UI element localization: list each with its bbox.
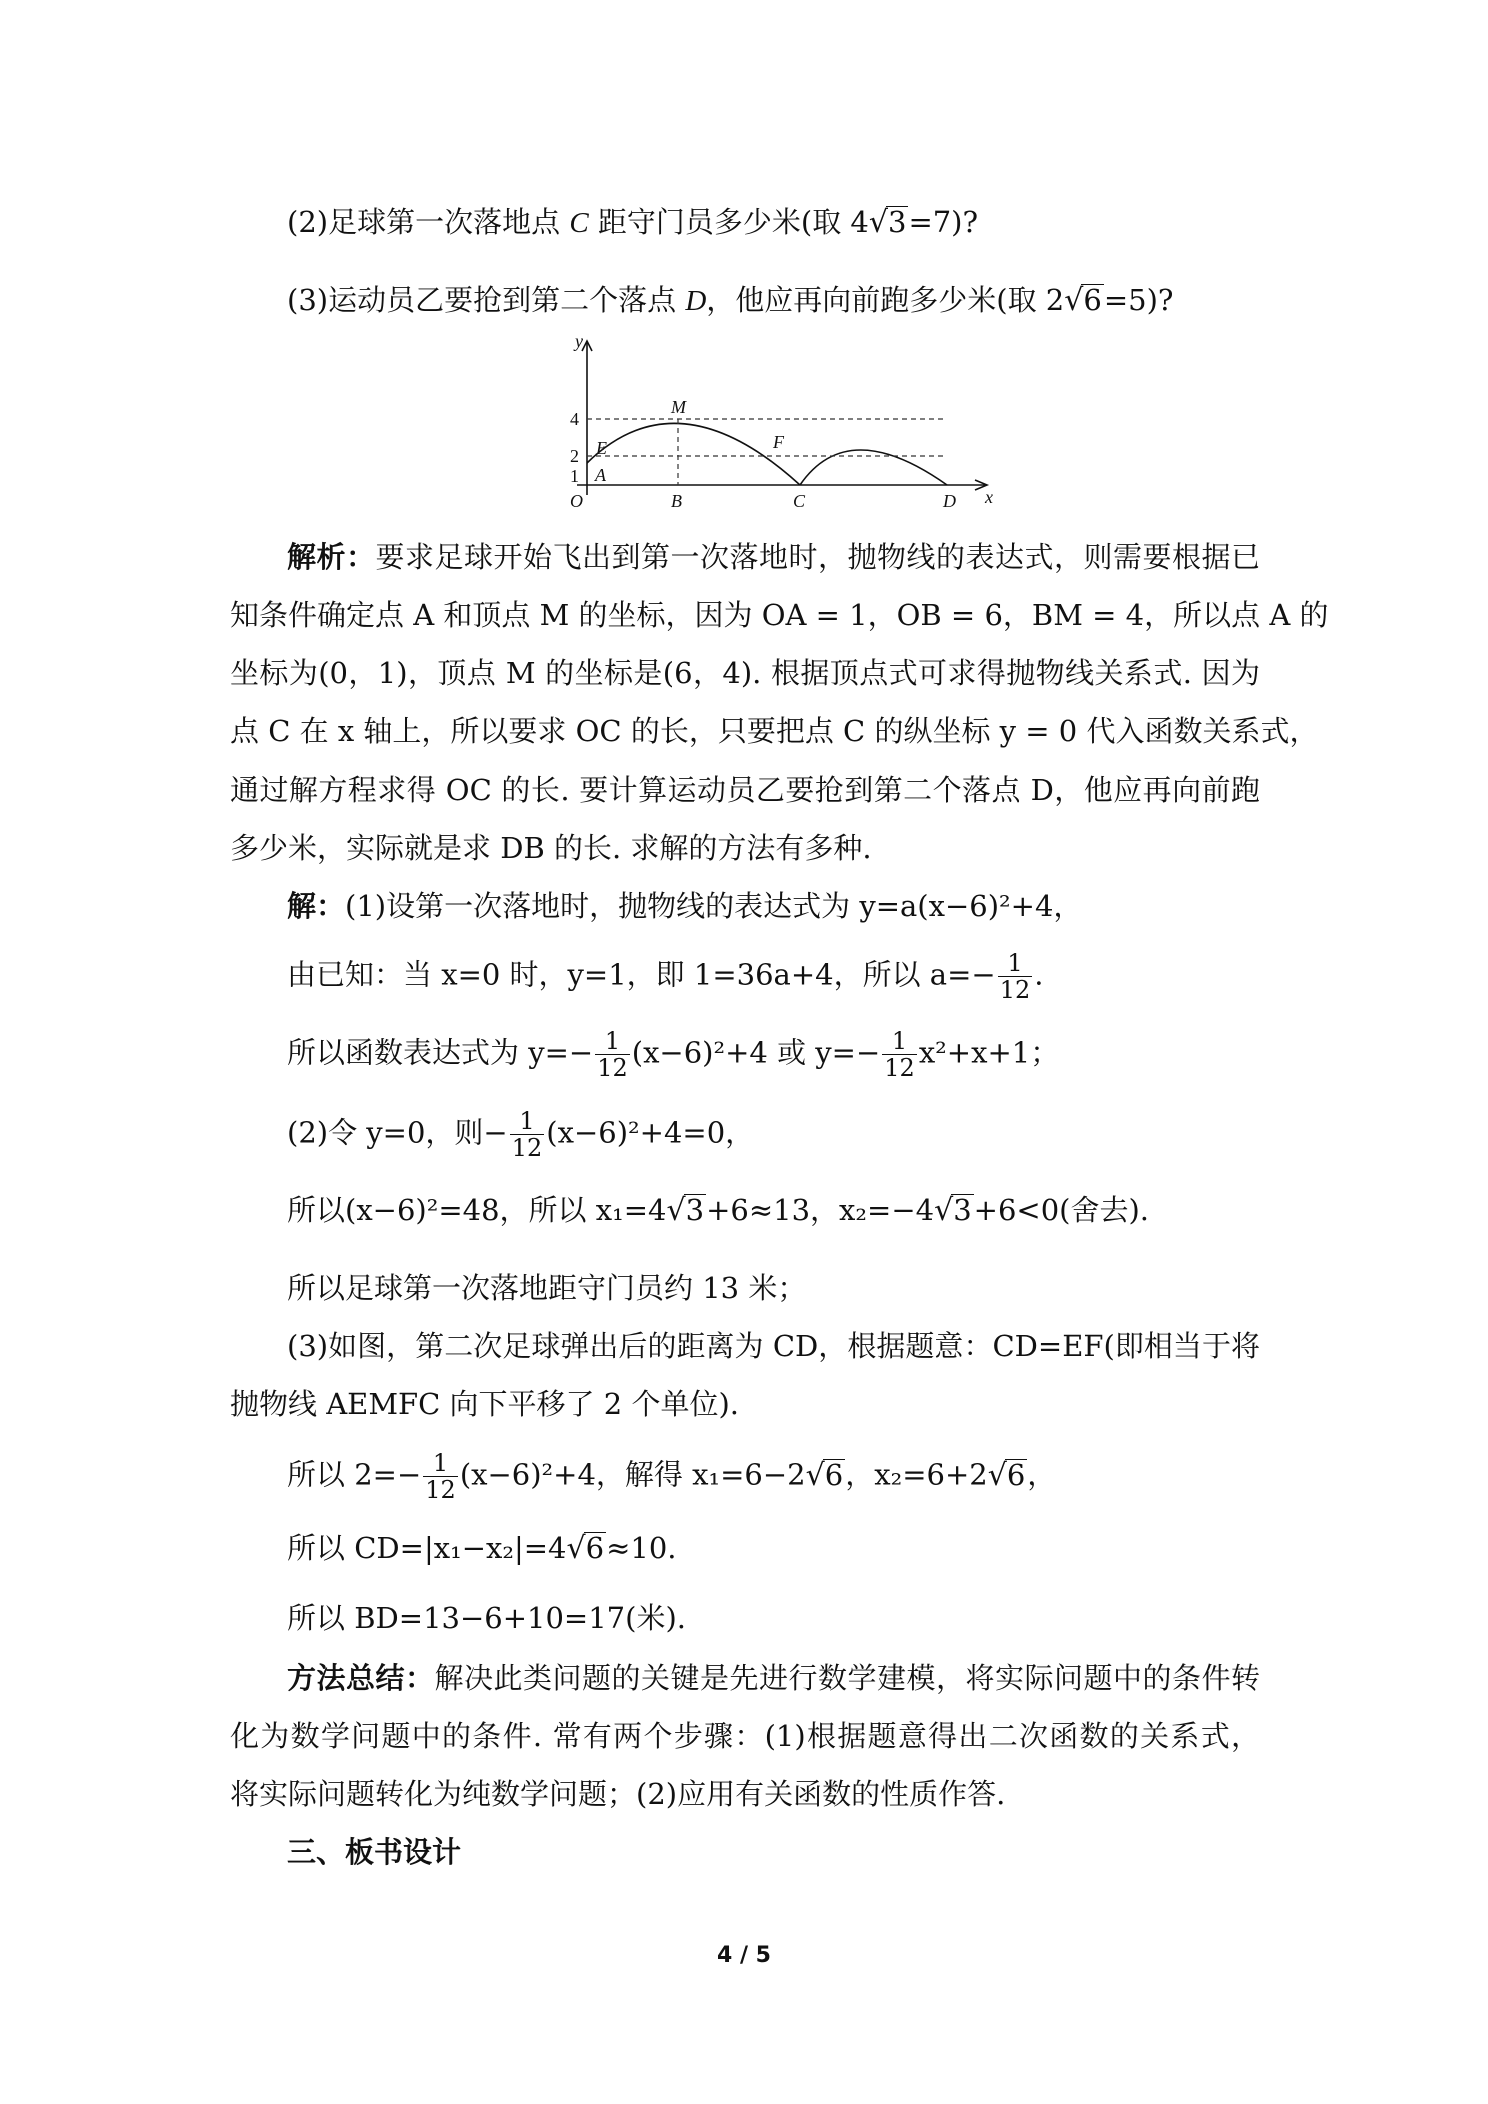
origin-label: O [570,491,583,511]
summary-line-1: 方法总结：解决此类问题的关键是先进行数学建模，将实际问题中的条件转 [287,1661,1260,1695]
solution-line-4: (2)令 y=0，则− $\frac{1}{12}$ (x−6)²+4=0， [287,1107,755,1162]
point-m-label: M [671,397,686,417]
page-number: 4 / 5 [717,1943,771,1968]
y-axis-label: y [575,335,583,351]
solution-line-6: 所以足球第一次落地距守门员约 13 米； [287,1271,807,1305]
tick-4: 4 [570,409,579,429]
analysis-line-3: 坐标为(0，1)，顶点 M 的坐标是(6，4). 根据顶点式可求得抛物线关系式. 因为 [230,656,1260,690]
x-axis-label: x [985,487,993,507]
solution-line-2: 由已知：当 x=0 时，y=1，即 1=36a+4，所以 a=− $\frac{1}{12}$ . [287,949,1044,1004]
point-c-label: C [793,491,806,511]
second-arc [800,450,947,485]
first-arc [587,423,800,485]
fraction: $\frac{1}{12}$ [884,1027,915,1082]
fraction: $\frac{1}{12}$ [999,949,1031,1004]
solution-line-3: 所以函数表达式为 y=− $\frac{1}{12}$ (x−6)²+4 或 y=− $\frac{1}{12}$ x²+x+1； [287,1027,1060,1082]
analysis-line-5: 通过解方程求得 OC 的长. 要计算运动员乙要抢到第二个落点 D，他应再向前跑 [230,773,1260,807]
solution-line-1: 解：(1)设第一次落地时，抛物线的表达式为 y=a(x−6)²+4， [287,889,1083,923]
question-3: (3)运动员乙要抢到第二个落点 D，他应再向前跑多少米(取 2√6=5)? [287,283,1174,318]
analysis-line-4: 点 C 在 x 轴上，所以要求 OC 的长，只要把点 C 的纵坐标 y = 0 代入函数关系式， [230,714,1319,748]
tick-2: 2 [570,446,579,466]
analysis-line-2: 知条件确定点 A 和顶点 M 的坐标，因为 OA = 1，OB = 6，BM = 4，所以点 A 的 [230,598,1329,632]
section-heading: 三、板书设计 [287,1835,462,1869]
solution-line-9: 所以 2=− $\frac{1}{12}$ (x−6)²+4，解得 x₁=6−2√6，x₂=6+2√6， [287,1449,1057,1504]
point-b-label: B [671,491,682,511]
point-e-label: E [596,438,607,458]
analysis-line-6: 多少米，实际就是求 DB 的长. 求解的方法有多种. [230,831,872,865]
fraction: $\frac{1}{12}$ [511,1107,543,1162]
tick-1: 1 [570,466,579,486]
fraction: $\frac{1}{12}$ [425,1449,456,1504]
point-d-label: D [943,491,956,511]
point-a-label: A [595,465,606,485]
parabola-figure [555,335,995,515]
analysis-line-1: 解析：要求足球开始飞出到第一次落地时，抛物线的表达式，则需要根据已 [287,540,1260,574]
solution-line-5: 所以(x−6)²=48，所以 x₁=4√3+6≈13，x₂=−4√3+6<0(舍去). [287,1193,1150,1228]
summary-line-3: 将实际问题转化为纯数学问题；(2)应用有关函数的性质作答. [230,1777,1006,1811]
solution-line-8: 抛物线 AEMFC 向下平移了 2 个单位). [230,1387,739,1421]
solution-line-7: (3)如图，第二次足球弹出后的距离为 CD，根据题意：CD=EF(即相当于将 [287,1329,1260,1363]
fraction: $\frac{1}{12}$ [597,1027,628,1082]
summary-line-2: 化为数学问题中的条件. 常有两个步骤：(1)根据题意得出二次函数的关系式， [230,1719,1260,1753]
point-f-label: F [773,432,784,452]
solution-line-11: 所以 BD=13−6+10=17(米). [287,1601,686,1635]
solution-line-10: 所以 CD=|x₁−x₂|=4√6≈10. [287,1531,677,1566]
question-2: (2)足球第一次落地点 C 距守门员多少米(取 4√3=7)? [287,205,979,240]
